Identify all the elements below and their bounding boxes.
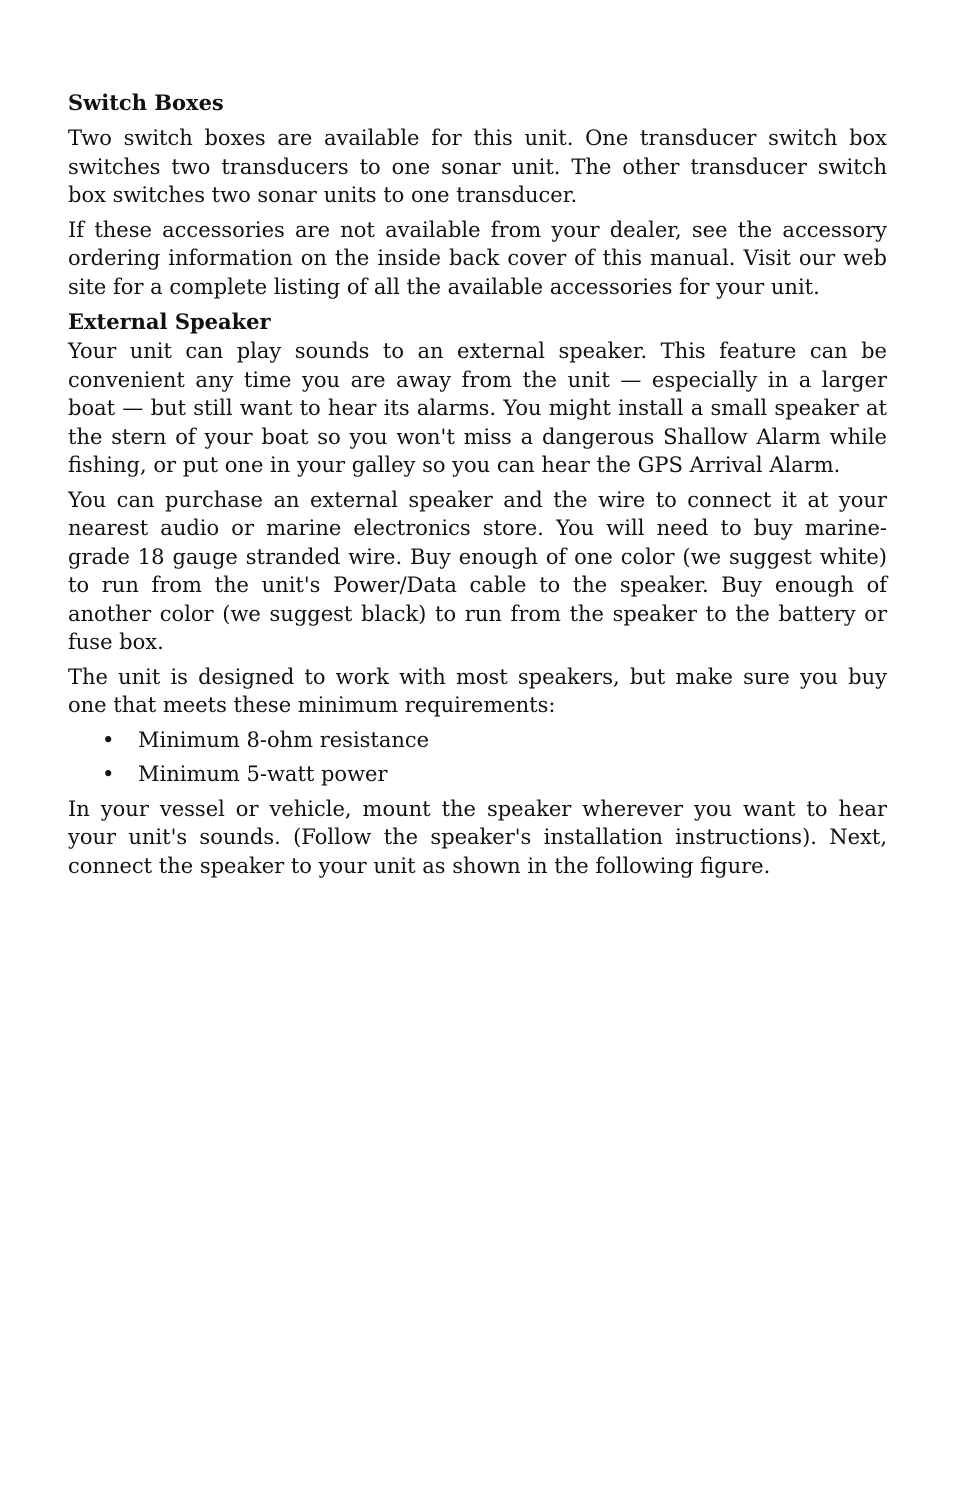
section-heading-external-speaker: External Speaker xyxy=(68,309,271,334)
bullet-icon: • xyxy=(102,727,115,752)
speaker-mounting-paragraph: In your vessel or vehicle, mount the speaker wherever you want to hear your unit's sounds. (Follow the speaker's installation instructions). Next, connect the speaker to your unit as shown in the following figure. xyxy=(68,796,887,878)
list-item xyxy=(68,760,887,789)
list-item xyxy=(68,726,887,755)
list-item-text: Minimum 8-ohm resistance xyxy=(138,727,430,752)
accessories-ordering-paragraph: If these accessories are not available from your dealer, see the accessory ordering information on the inside back cover of this manual. Visit our web site for a complete listing of all the available accessories for your unit. xyxy=(68,217,887,299)
list-item-text: Minimum 5-watt power xyxy=(138,762,388,786)
section-heading-switch-boxes: Switch Boxes xyxy=(68,90,224,115)
switch-boxes-paragraph: Two switch boxes are available for this unit. One transducer switch box switches two transducers to one sonar unit. The other transducer switch box switches two sonar units to one transducer. xyxy=(68,126,887,207)
external-speaker-intro-paragraph: Your unit can play sounds to an external speaker. This feature can be convenient any time you are away from the unit — especially in a larger boat — but still want to hear its alarms. You might install a small speaker at the stern of your boat so you won't miss a dangerous Shallow Alarm while fishing, or put one in your galley so you can hear the GPS Arrival Alarm. xyxy=(68,339,887,477)
requirements-list xyxy=(68,726,887,789)
speaker-requirements-paragraph: The unit is designed to work with most speakers, but make sure you buy one that meets these minimum requirements: xyxy=(68,664,887,717)
manual-page xyxy=(68,88,887,886)
speaker-purchase-paragraph: You can purchase an external speaker and the wire to connect it at your nearest audio or marine electronics store. You will need to buy marine-grade 18 gauge stranded wire. Buy enough of one color (we suggest white) to run from the unit's Power/Data cable to the speaker. Buy enough of another color (we suggest black) to run from the speaker to the battery or fuse box. xyxy=(68,487,887,654)
bullet-icon: • xyxy=(102,762,115,786)
